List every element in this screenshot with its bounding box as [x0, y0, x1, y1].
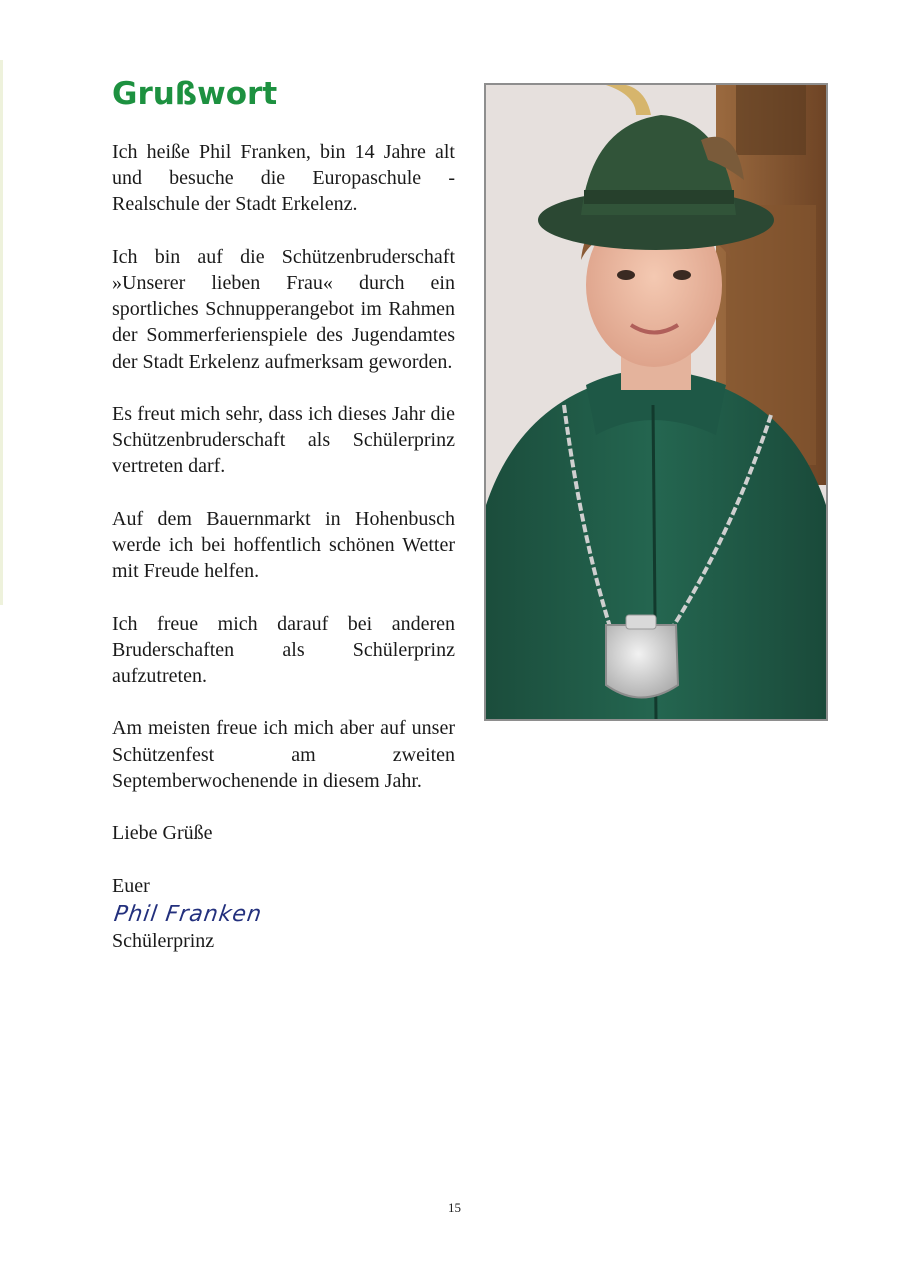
paragraph-5: Ich freue mich darauf bei anderen Bruderschaften als Schülerprinz aufzutreten.	[112, 612, 455, 687]
article-body	[112, 139, 455, 954]
handwritten-signature: Phil Franken	[112, 901, 264, 927]
paragraph-6: Am meisten freue ich mich aber auf unser Schützenfest am zweiten Septemberwochenende in diesem Jahr.	[112, 717, 455, 792]
page-number: 15	[448, 1200, 461, 1215]
salutation-text: Euer	[112, 874, 150, 897]
margin-mark	[0, 60, 3, 605]
closing-text: Liebe Grüße	[112, 822, 213, 845]
portrait-photo	[484, 83, 828, 721]
paragraph-2: Ich bin auf die Schützenbruderschaft »Unserer lieben Frau« durch ein sportliches Schnupperangebot im Rahmen der Sommerferienspiele des Jugendamtes der Stadt Erkelenz aufmerksam geworden.	[112, 245, 455, 373]
paragraph-4: Auf dem Bauernmarkt in Hohenbusch werde ich bei hoffentlich schönen Wetter mit Freude helfen.	[112, 507, 455, 583]
paragraph-1: Ich heiße Phil Franken, bin 14 Jahre alt und besuche die Europaschule - Realschule der Stadt Erkelenz.	[112, 141, 455, 216]
page-title: Grußwort	[112, 76, 278, 112]
role-text: Schülerprinz	[112, 929, 215, 952]
paragraph-3: Es freut mich sehr, dass ich dieses Jahr die Schützenbruderschaft als Schülerprinz vertreten darf.	[112, 403, 455, 478]
